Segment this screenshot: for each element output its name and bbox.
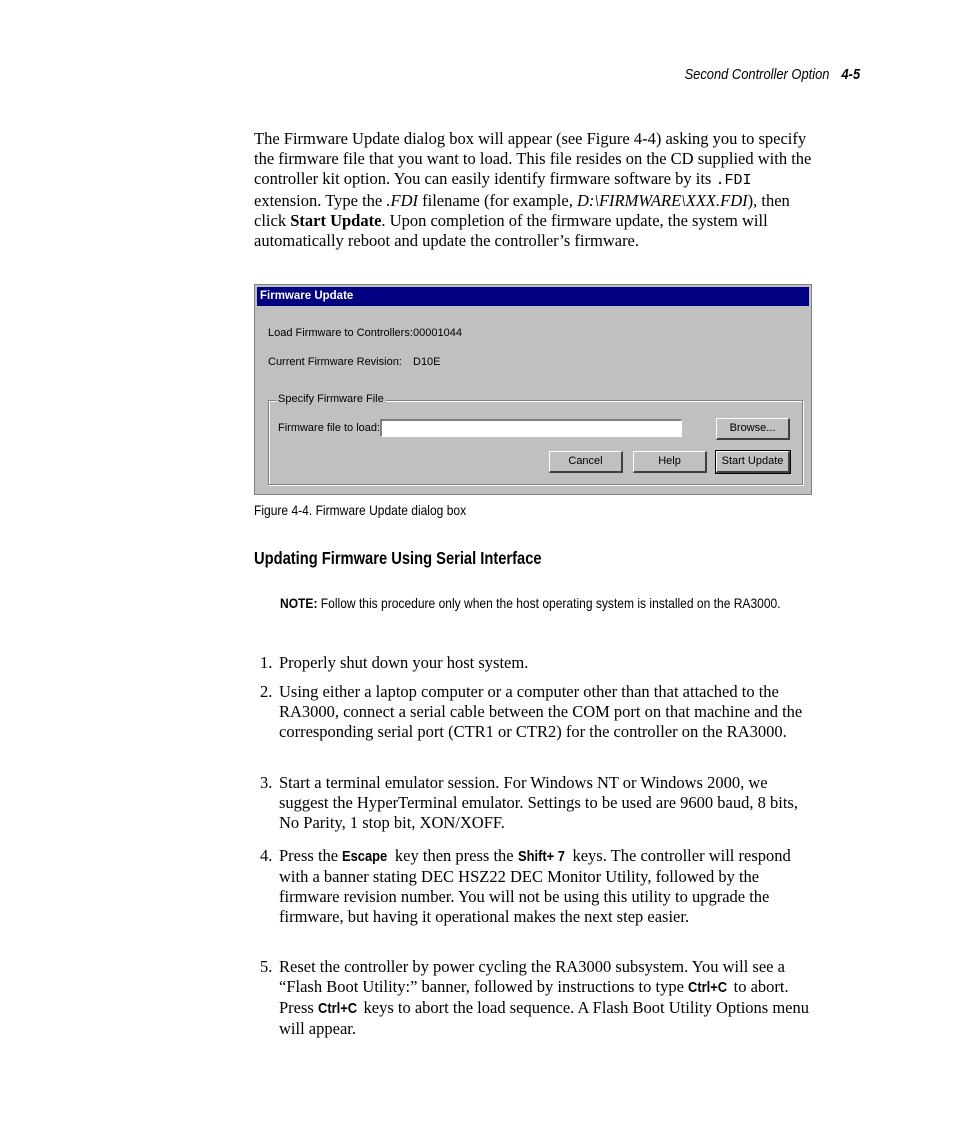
intro-example-path: D:\FIRMWARE\XXX.FDI xyxy=(576,191,748,210)
note-block xyxy=(280,594,796,612)
intro-text-4: ), then click xyxy=(254,191,790,230)
step-4-c: keys. The controller will respond with a banner stating DEC HSZ22 DEC Monitor Utility, followed by the firmware revision number. You will not be using this utility to upgrade the firmware, but having it operational makes the next step easier. xyxy=(279,846,791,926)
header-section: Second Controller Option xyxy=(684,66,830,83)
intro-text-1: The Firmware Update dialog box will appear (see Figure 4-4) asking you to specify the firmware file that you want to load. This file resides on the CD supplied with the controller kit option. You can easily identify firmware software by its xyxy=(254,129,812,188)
step-4-number: 4. xyxy=(260,846,273,865)
step-5 xyxy=(254,957,814,1039)
step-1-text: Properly shut down your host system. xyxy=(279,653,529,672)
step-2 xyxy=(254,682,814,742)
page-number: 4-5 xyxy=(841,66,860,83)
intro-text-2: extension. Type the xyxy=(254,191,387,210)
intro-text-3: filename (for example, xyxy=(417,191,577,210)
intro-paragraph xyxy=(254,129,814,251)
load-firmware-label: Load Firmware to Controllers: xyxy=(268,327,413,339)
browse-label: Browse... xyxy=(729,422,776,434)
shift-7-keys: Shift+ 7 xyxy=(517,848,565,865)
step-1-number: 1. xyxy=(260,653,273,672)
group-title: Specify Firmware File xyxy=(278,393,384,405)
step-2-number: 2. xyxy=(260,682,273,701)
intro-ext: .FDI xyxy=(715,172,752,189)
step-1 xyxy=(254,653,814,673)
step-5-b: to abort. Press xyxy=(279,977,789,1017)
intro-fdi: .FDI xyxy=(386,191,418,210)
step-5-text xyxy=(279,957,814,1039)
help-button[interactable] xyxy=(633,451,707,473)
current-revision-label: Current Firmware Revision: xyxy=(268,356,402,368)
cancel-label: Cancel xyxy=(568,455,603,467)
specify-file-group xyxy=(268,393,803,485)
step-3-number: 3. xyxy=(260,773,273,792)
step-5-a: Reset the controller by power cycling the RA3000 subsystem. You will see a “Flash Boot Utility:” banner, followed by instructions to type xyxy=(279,957,785,996)
step-4-text xyxy=(279,846,814,927)
figure-caption: Figure 4-4. Firmware Update dialog box xyxy=(254,502,467,518)
section-heading: Updating Firmware Using Serial Interface xyxy=(254,548,542,568)
ctrl-c-key-1: Ctrl+C xyxy=(688,979,728,996)
intro-start-update: Start Update xyxy=(290,211,382,230)
escape-key: Escape xyxy=(342,848,388,865)
file-to-load-label: Firmware file to load: xyxy=(278,422,381,434)
dialog-title-bar: Firmware Update xyxy=(257,287,809,306)
step-4-b: key then press the xyxy=(390,846,518,865)
help-label: Help xyxy=(658,455,681,467)
step-3 xyxy=(254,773,814,833)
step-4 xyxy=(254,846,814,927)
step-2-text: Using either a laptop computer or a computer other than that attached to the RA3000, connect a serial cable between the COM port on that machine and the corresponding serial port (CTR1 or CTR2) for the controller on the RA3000. xyxy=(279,682,803,741)
current-revision-value: D10E xyxy=(413,356,441,368)
note-text: Follow this procedure only when the host operating system is installed on the RA3000. xyxy=(317,595,781,611)
start-update-button[interactable] xyxy=(716,451,790,473)
intro-text-5: . Upon completion of the firmware update, the system will automatically reboot and update the controller’s firmware. xyxy=(254,211,768,250)
start-update-label: Start Update xyxy=(721,455,784,467)
step-3-text: Start a terminal emulator session. For Windows NT or Windows 2000, we suggest the HyperTerminal emulator. Settings to be used are 9600 baud, 8 bits, No Parity, 1 stop bit, XON/XOFF. xyxy=(279,773,798,832)
load-firmware-value: 00001044 xyxy=(413,327,462,339)
step-5-c: keys to abort the load sequence. A Flash Boot Utility Options menu will appear. xyxy=(279,998,809,1038)
note-label: NOTE: xyxy=(280,595,318,611)
step-4-a: Press the xyxy=(279,846,343,865)
browse-button[interactable] xyxy=(716,418,790,440)
step-5-number: 5. xyxy=(260,957,273,976)
cancel-button[interactable] xyxy=(549,451,623,473)
ctrl-c-key-2: Ctrl+C xyxy=(317,1000,358,1017)
firmware-update-dialog xyxy=(254,284,812,495)
firmware-file-input[interactable] xyxy=(380,419,682,437)
running-header xyxy=(684,66,860,83)
